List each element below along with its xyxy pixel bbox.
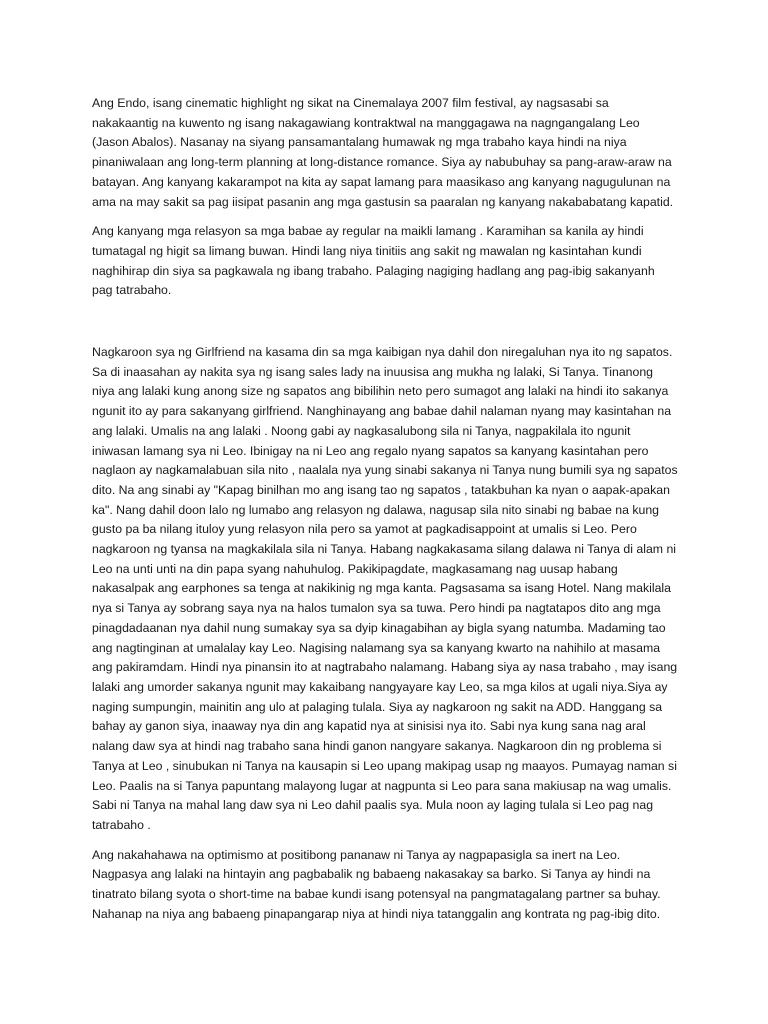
paragraph-4: Ang nakahahawa na optimismo at positibong pananaw ni Tanya ay nagpapasigla sa inert na Leo. Nagpasya ang lalaki na hintayin ang pagbabalik ng babaeng nakasakay sa barko. Si Tanya ay hindi na tinatrato bilang syota o short-time na babae kundi isang potensyal na pangmatagalang partner sa buhay. Nahanap na niya ang babaeng pinapangarap niya at hindi niya tatanggalin ang kontrata ng pag-ibig dito. [92, 847, 661, 921]
paragraph-2: Ang kanyang mga relasyon sa mga babae ay regular na maikli lamang . Karamihan sa kanila ay hindi tumatagal ng higit sa limang buwan. Hindi lang niya tinitiis ang sakit ng mawalan ng kasintahan kundi naghihirap din siya sa pagkawala ng ibang trabaho. Palaging nagiging hadlang ang pag-ibig sakanyanh pag tatrabaho. [92, 224, 655, 298]
document-body [92, 94, 678, 934]
paragraph-spacer [92, 311, 678, 343]
paragraph-1: Ang Endo, isang cinematic highlight ng sikat na Cinemalaya 2007 film festival, ay nagsasabi sa nakakaantig na kuwento ng isang nakagawiang kontraktwal na manggagawa na nagngangalang Leo (Jason Abalos). Nasanay na siyang pansamantalang humawak ng mga trabaho kaya hindi na niya pinaniwalaan ang long-term planning at long-distance romance. Siya ay nabubuhay sa pang-araw-araw na batayan. Ang kanyang kakarampot na kita ay sapat lamang para maasikaso ang kanyang nagugulunan na ama na may sakit sa pag iisipat pasanin ang mga gastusin sa paaralan ng kanyang nakababatang kapatid. [92, 96, 674, 209]
paragraph-3: Nagkaroon sya ng Girlfriend na kasama din sa mga kaibigan nya dahil don niregaluhan nya ito ng sapatos. Sa di inaasahan ay nakita sya ng isang sales lady na inuusisa ang mukha ng lalaki, Si Tanya. Tinanong niya ang lalaki kung anong size ng sapatos ang bibilihin neto pero sumagot ang lalaki na hindi ito sakanya ngunit ito ay para sakanyang girlfriend. Nanghinayang ang babae dahil nalaman nyang may kasintahan na ang lalaki. Umalis na ang lalaki . Noong gabi ay nagkasalubong sila ni Tanya, nagpakilala ito ngunit iniwasan lamang sya ni Leo. Ibinigay na ni Leo ang regalo nyang sapatos sa kanyang kasintahan pero naglaon ay nagkamalabuan sila nito , naalala nya yung sinabi sakanya ni Tanya nung bumili sya ng sapatos dito. Na ang sinabi ay "Kapag binilhan mo ang isang tao ng sapatos , tatakbuhan ka nyan o aapak-apakan ka". Nang dahil doon lalo ng lumabo ang relasyon ng dalawa, nagusap sila nito sinabi ng babae na kung gusto pa ba nilang ituloy yung relasyon nila pero sa yamot at pagkadisappoint at umalis si Leo. Pero nagkaroon ng tyansa na magkakilala sila ni Tanya. Habang nagkakasama silang dalawa ni Tanya di alam ni Leo na unti unti na din papa syang nahuhulog. Pakikipagdate, magkasamang nag uusap habang nakasalpak ang earphones sa tenga at nakikinig ng mga kanta. Pagsasama sa isang Hotel. Nang makilala nya si Tanya ay sobrang saya nya na halos tumalon sya sa tuwa. Pero hindi pa nagtatapos dito ang mga pinagdadaanan nya dahil nung sumakay sya sa dyip kinagabihan ay bigla syang natumba. Madaming tao ang nagtinginan at umalalay kay Leo. Nagising nalamang sya sa kanyang kwarto na nahihilo at masama ang pakiramdam. Hindi nya pinansin ito at nagtrabaho nalamang. Habang siya ay nasa trabaho , may isang lalaki ang umorder sakanya ngunit may kakaibang nangyayare kay Leo, sa mga kilos at ugali niya.Siya ay naging sumpungin, mainitin ang ulo at palaging tulala. Siya ay nagkaroon ng sakit na ADD. Hanggang sa bahay ay ganon siya, inaaway nya din ang kapatid nya at sinisisi nya ito. Sabi nya kung sana nag aral nalang daw sya at hindi nag trabaho sana hindi ganon nangyare sakanya. Nagkaroon din ng problema si Tanya at Leo , sinubukan ni Tanya na kausapin si Leo upang makipag usap ng maayos. Pumayag naman si Leo. Paalis na si Tanya papuntang malayong lugar at nagpunta si Leo para sana makiusap na wag umalis. Sabi ni Tanya na mahal lang daw sya ni Leo dahil paalis sya. Mula noon ay laging tulala si Leo pag nag tatrabaho . [92, 345, 678, 832]
